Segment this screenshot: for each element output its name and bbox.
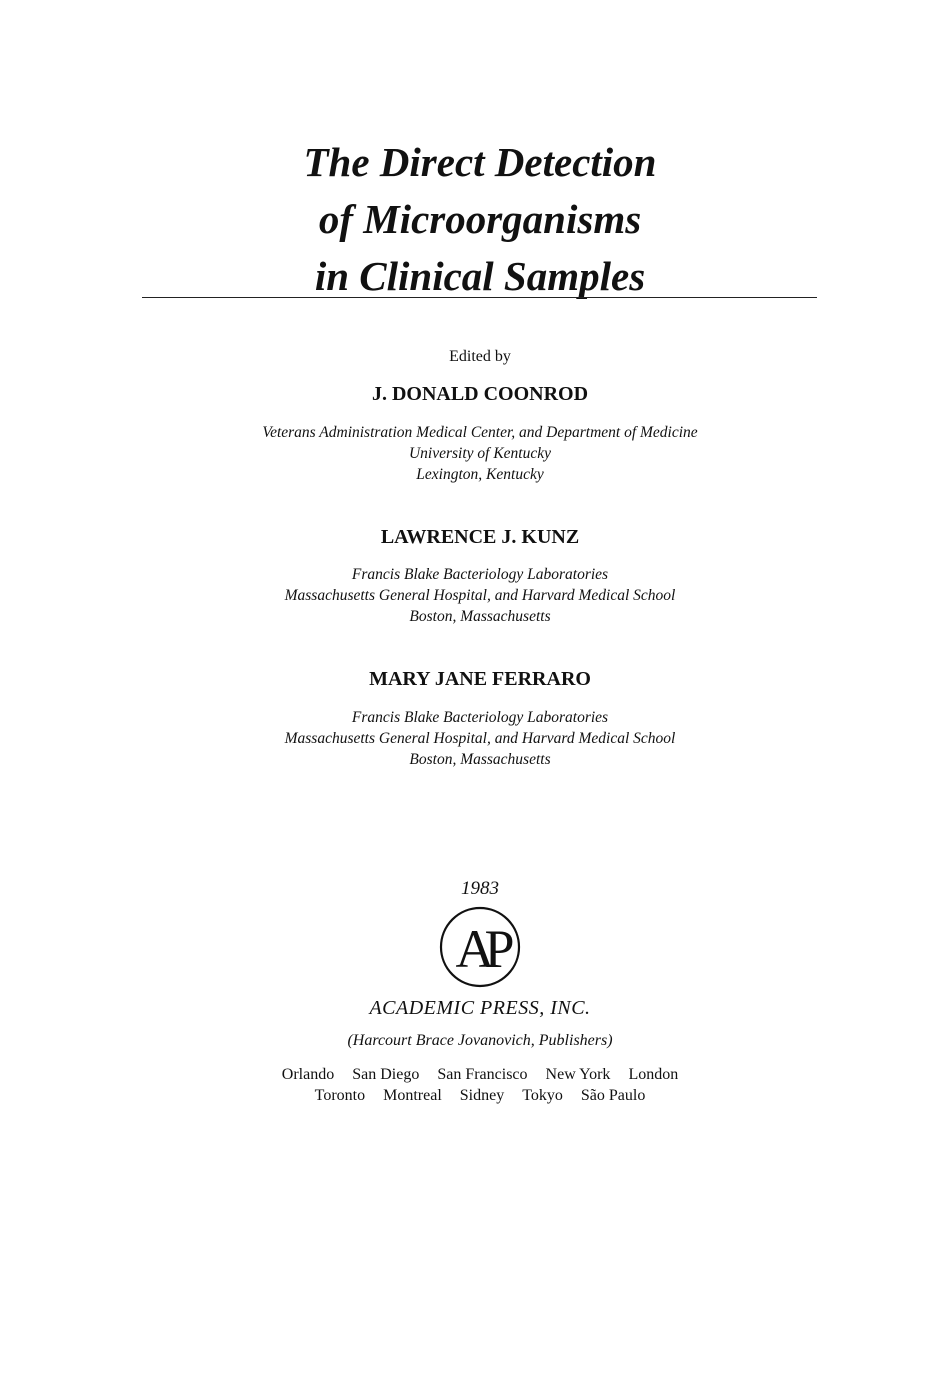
logo-letters: AP — [455, 919, 505, 979]
publisher-note: (Harcourt Brace Jovanovich, Publishers) — [347, 1032, 613, 1049]
affiliation-line: University of Kentucky — [408, 445, 552, 462]
affiliation-line: Massachusetts General Hospital, and Harvard Medical School — [284, 730, 676, 747]
edited-by-label: Edited by — [449, 348, 511, 365]
city: New York — [545, 1066, 611, 1083]
editor-affiliation-2 — [0, 564, 930, 627]
city: London — [628, 1066, 679, 1083]
title-line-1: The Direct Detection — [303, 139, 657, 185]
title-line-3: in Clinical Samples — [314, 253, 646, 299]
city: San Diego — [352, 1066, 420, 1083]
cities-line-2 — [0, 1085, 930, 1106]
city: Tokyo — [522, 1087, 563, 1104]
affiliation-line: Francis Blake Bacteriology Laboratories — [351, 566, 609, 583]
city: San Francisco — [437, 1066, 528, 1083]
city: Sidney — [459, 1087, 505, 1104]
city: Toronto — [314, 1087, 366, 1104]
affiliation-line: Francis Blake Bacteriology Laboratories — [351, 709, 609, 726]
editor-affiliation-1 — [0, 422, 930, 485]
affiliation-line: Lexington, Kentucky — [416, 466, 544, 483]
publication-year: 1983 — [461, 878, 499, 899]
city: Montreal — [383, 1087, 442, 1104]
book-title — [0, 134, 930, 305]
affiliation-line: Veterans Administration Medical Center, and Department of Medicine — [262, 424, 698, 441]
affiliation-line: Boston, Massachusetts — [409, 751, 551, 768]
title-line-2: of Microorganisms — [318, 196, 642, 242]
editor-name-2: LAWRENCE J. KUNZ — [380, 526, 580, 548]
title-rule — [142, 297, 817, 298]
city: São Paulo — [580, 1087, 646, 1104]
affiliation-line: Boston, Massachusetts — [409, 608, 551, 625]
editor-affiliation-3 — [0, 707, 930, 770]
editor-name-3: MARY JANE FERRARO — [369, 668, 591, 690]
academic-press-logo-icon — [438, 905, 522, 989]
affiliation-line: Massachusetts General Hospital, and Harvard Medical School — [284, 587, 676, 604]
city: Orlando — [281, 1066, 335, 1083]
editor-name-1: J. DONALD COONROD — [371, 383, 589, 405]
cities-line-1 — [0, 1064, 930, 1085]
publisher-name: ACADEMIC PRESS, INC. — [369, 997, 591, 1019]
